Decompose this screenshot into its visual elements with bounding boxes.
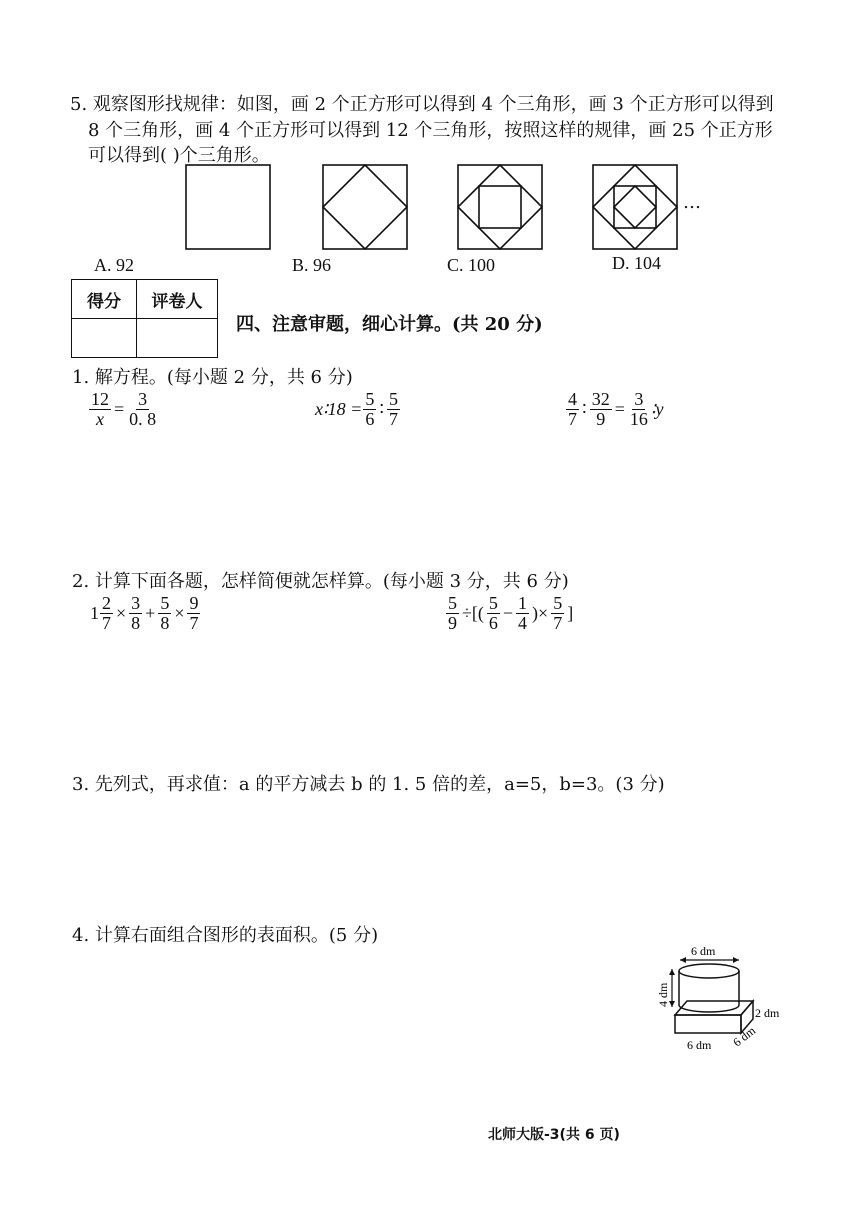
q5-line3: 可以得到( )个三角形。: [88, 145, 270, 166]
q5-line1: 5. 观察图形找规律：如图，画 2 个正方形可以得到 4 个三角形，画 3 个正方形可以得到: [70, 94, 774, 115]
fraction: $\frac{32}{9}$: [591, 389, 610, 429]
fraction: $\frac{2}{7}$: [102, 593, 111, 633]
score-box: [71, 279, 218, 358]
option-b: B. 96: [292, 255, 332, 275]
fraction: $\frac{9}{7}$: [189, 593, 199, 633]
p2-expression-2: $\frac{5}{9}$ ÷[( $\frac{5}{6}$ − $\frac{1}{4}$ )× $\frac{5}{7}$ ]: [448, 593, 574, 633]
score-cell[interactable]: [72, 319, 137, 358]
grader-cell[interactable]: [137, 319, 218, 358]
figure-2-squares: [320, 162, 410, 252]
q5-line2: 8 个三角形，画 4 个正方形可以得到 12 个三角形，按照这样的规律，画 25 个正方形: [88, 120, 773, 141]
fraction: $\frac{5}{7}$: [553, 593, 563, 633]
label-top-6dm: 6 dm: [691, 944, 716, 958]
fraction: $\frac{1}{4}$: [518, 593, 528, 633]
p2-expression-1: 1 $\frac{2}{7}$ × $\frac{3}{8}$ + $\frac{5}{8}$ × $\frac{9}{7}$: [90, 593, 199, 633]
fraction: $\frac{12}{x}$: [91, 389, 109, 429]
p4-title: 4. 计算右面组合图形的表面积。(5 分): [72, 925, 379, 946]
fraction: $\frac{5}{6}$: [365, 389, 375, 429]
page-footer: 北师大版-3(共 6 页): [488, 1127, 620, 1143]
p3-title: 3. 先列式，再求值：a 的平方减去 b 的 1. 5 倍的差，a=5，b=3。(3 分): [72, 774, 665, 795]
p1-equation-2: x∶18 = $\frac{5}{6}$ ∶ $\frac{5}{7}$: [315, 389, 399, 429]
figure-ellipsis: …: [683, 192, 701, 213]
fraction: $\frac{5}{9}$: [448, 593, 457, 633]
label-height-4dm: 4 dm: [656, 982, 670, 1007]
p1-title: 1. 解方程。(每小题 2 分，共 6 分): [72, 367, 353, 388]
option-c: C. 100: [447, 255, 496, 275]
p2-title: 2. 计算下面各题，怎样简便就怎样算。(每小题 3 分，共 6 分): [72, 571, 569, 592]
section-4-title: 四、注意审题，细心计算。(共 20 分): [236, 314, 543, 335]
label-side-2dm: 2 dm: [755, 1006, 780, 1020]
fraction: $\frac{3}{8}$: [131, 593, 141, 633]
grader-header: 评卷人: [137, 280, 218, 319]
figure-3-squares: [455, 162, 545, 252]
figure-1-square: [183, 162, 273, 252]
p1-equation-3: $\frac{4}{7}$ ∶ $\frac{32}{9}$ = $\frac{3}{16}$ ∶y: [568, 389, 664, 429]
fraction: $\frac{5}{8}$: [160, 593, 170, 633]
fraction: $\frac{4}{7}$: [568, 389, 577, 429]
option-a: A. 92: [94, 255, 134, 275]
label-depth-6dm: 6 dm: [730, 1023, 759, 1050]
combined-solid-figure: [655, 935, 795, 1060]
fraction: $\frac{5}{7}$: [389, 389, 399, 429]
score-header: 得分: [72, 280, 137, 319]
fraction: $\frac{3}{0. 8}$: [129, 389, 157, 429]
p1-equation-1: $\frac{12}{x}$ = $\frac{3}{0. 8}$: [91, 389, 157, 429]
fraction: $\frac{5}{6}$: [488, 593, 498, 633]
figure-4-squares: [590, 162, 680, 252]
fraction: $\frac{3}{16}$: [629, 389, 648, 429]
option-d: D. 104: [612, 253, 661, 273]
label-bottom-6dm: 6 dm: [687, 1038, 712, 1052]
